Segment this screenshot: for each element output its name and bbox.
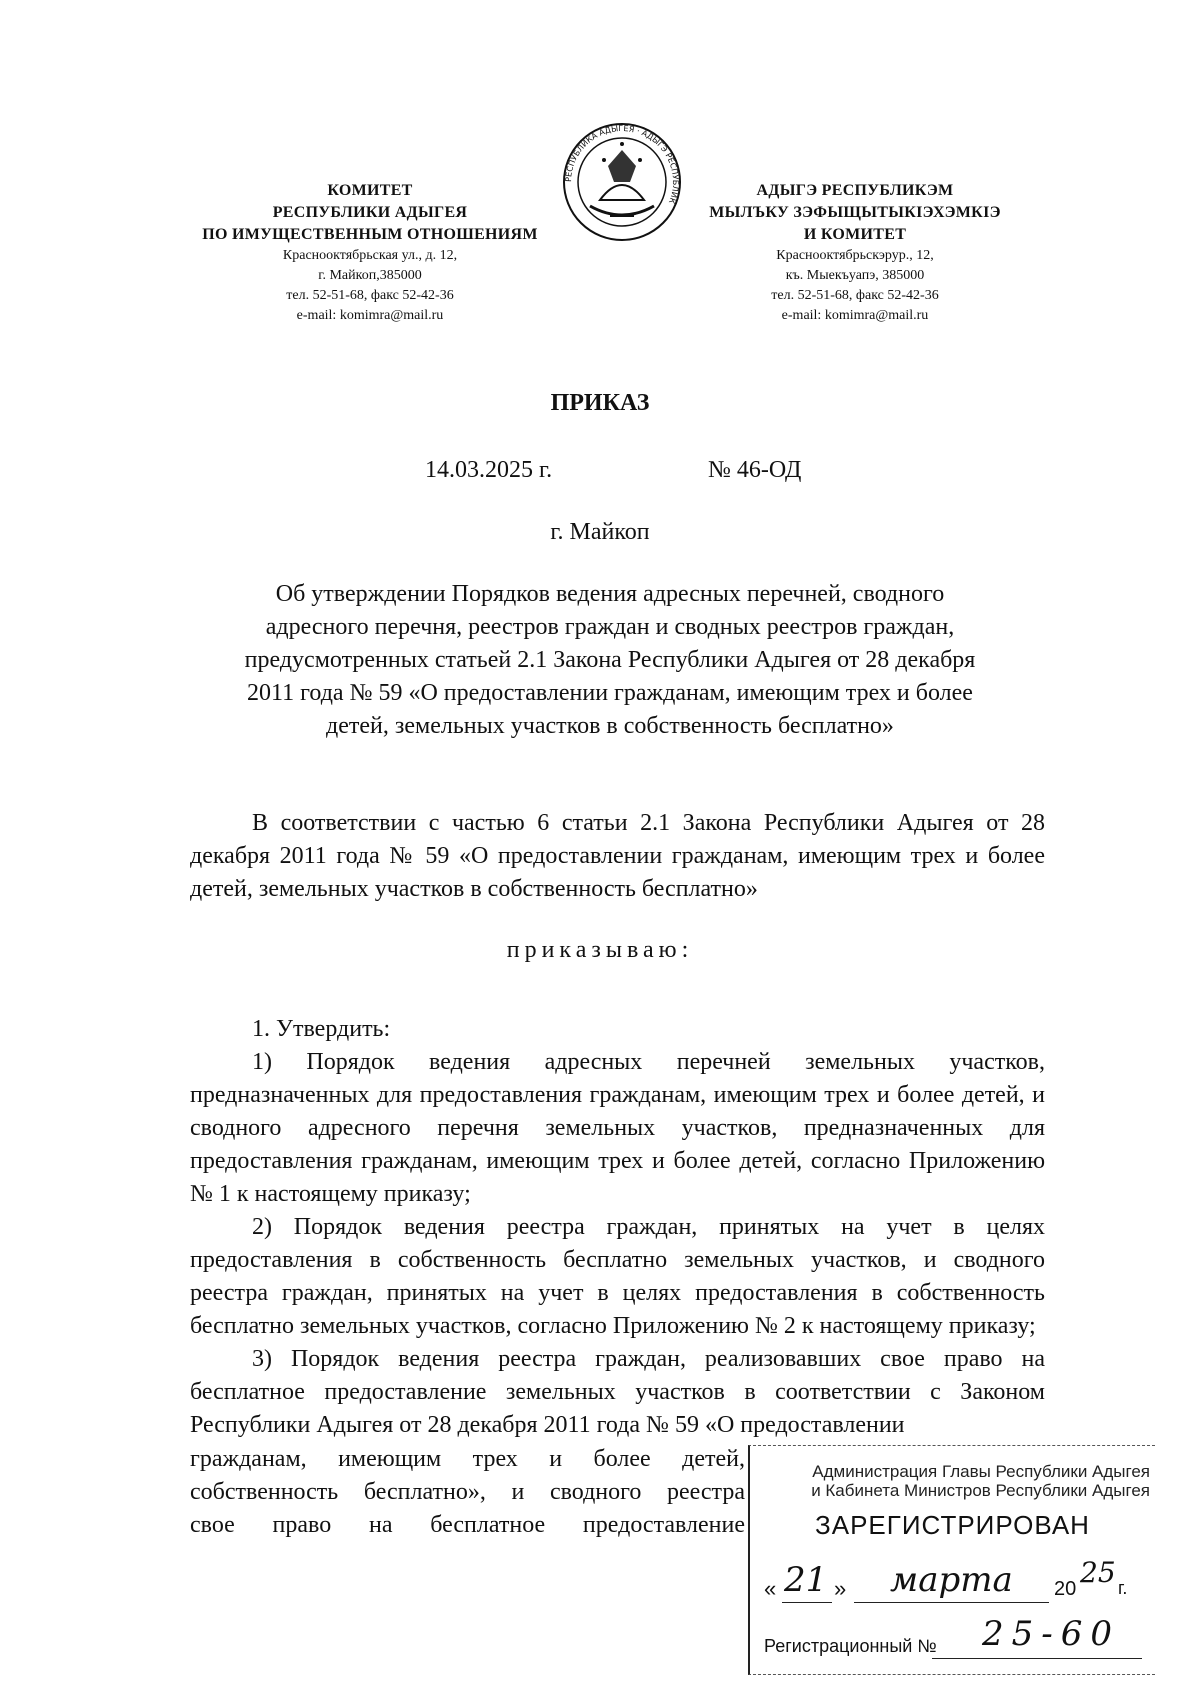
stamp-year-letter: г. [1118, 1578, 1128, 1598]
reg-underline [932, 1658, 1142, 1659]
stamp-day: 21 [784, 1560, 828, 1600]
item1-subitem-3: 3) Порядок ведения реестра граждан, реализовавших свое право на бесплатное предоставление земельных участков в соответствии с Законом Республики Адыгея от 28 декабря 2011 года № 59 «О предоставлении [190, 1346, 1045, 1438]
header-left-org-2: РЕСПУБЛИКИ АДЫГЕЯ [272, 204, 468, 221]
header-right-org-2: МЫЛЪКУ ЗЭФЫЩЫТЫКІЭХЭМКІЭ [709, 204, 1001, 221]
item-list [190, 1013, 1045, 1442]
stamp-open-quote: « [764, 1576, 777, 1601]
header-left-email: e-mail: komimra@mail.ru [296, 308, 444, 323]
stamp-org-line-2: и Кабинета Министров Республики Адыгея [811, 1481, 1150, 1500]
document-title: ПРИКАЗ [550, 390, 650, 416]
month-underline [854, 1602, 1049, 1603]
subject-line: Об утверждении Порядков ведения адресных перечней, сводного [275, 581, 945, 607]
header-right-phone: тел. 52-51-68, факс 52-42-36 [771, 288, 939, 303]
day-underline [782, 1602, 832, 1603]
header-right-org-3: И КОМИТЕТ [803, 226, 907, 243]
stamp-month: марта [890, 1560, 1013, 1600]
header-left-address: Краснооктябрьская ул., д. 12, [282, 248, 458, 263]
tail-line: собственность бесплатно», и сводного реестра [190, 1479, 745, 1505]
header-left-org-3: ПО ИМУЩЕСТВЕННЫМ ОТНОШЕНИЯМ [202, 226, 538, 243]
header-left-city: г. Майкоп,385000 [318, 268, 422, 283]
tail-line: свое право на бесплатное предоставление [190, 1512, 745, 1538]
tail-line: гражданам, имеющим трех и более детей, [190, 1446, 745, 1472]
stamp-year-suffix: 25 [1080, 1556, 1116, 1589]
stamp-year-prefix: 20 [1054, 1578, 1077, 1600]
stamp-close-quote: » [834, 1576, 847, 1601]
header-right-org-1: АДЫГЭ РЕСПУБЛИКЭМ [756, 182, 954, 199]
document-subject [190, 578, 1030, 743]
stamp-org-line-1: Администрация Главы Республики Адыгея [812, 1462, 1150, 1481]
item1-heading: 1. Утвердить: [252, 1016, 391, 1042]
emblem-ring-text: РЕСПУБЛИКА АДЫГЕЯ · АДЫГЭ РЕСПУБЛИК [563, 123, 681, 205]
header-right-email: e-mail: komimra@mail.ru [781, 308, 929, 323]
item1-subitem-2: 2) Порядок ведения реестра граждан, принятых на учет в целях предоставления в собственность бесплатно земельных участков, и сводного реестра граждан, принятых на учет в целях предоставления в собственность бесплатно земельных участков, согласно Приложению № 2 к настоящему приказу; [190, 1214, 1045, 1339]
stamp-org [760, 1462, 1150, 1500]
subject-line: предусмотренных статьей 2.1 Закона Республики Адыгея от 28 декабря [244, 647, 976, 673]
stamp-registration [762, 1614, 1152, 1662]
subject-line: 2011 года № 59 «О предоставлении гражданам, имеющим трех и более [247, 680, 973, 706]
header-left [160, 180, 580, 326]
header-left-phone: тел. 52-51-68, факс 52-42-36 [286, 288, 454, 303]
coat-of-arms-icon [560, 120, 684, 244]
registration-stamp [748, 1445, 1155, 1675]
document-city: г. Майкоп [550, 519, 650, 545]
stamp-date [762, 1556, 1152, 1616]
header-right [685, 180, 1025, 326]
item1-subitem-1: 1) Порядок ведения адресных перечней земельных участков, предназначенных для предоставления гражданам, имеющим трех и более детей, и сводного адресного перечня земельных участков, предназначенных для предоставления гражданам, имеющим трех и более детей, согласно Приложению № 1 к настоящему приказу; [190, 1049, 1045, 1207]
document-date: 14.03.2025 г. [425, 457, 553, 483]
preamble-paragraph: В соответствии с частью 6 статьи 2.1 Закона Республики Адыгея от 28 декабря 2011 года № 59 «О предоставлении гражданам, имеющим трех и более детей, земельных участков в собственность бесплатно» [190, 810, 1045, 902]
header-right-city: къ. Мыекъуапэ, 385000 [785, 268, 925, 283]
subject-line: адресного перечня, реестров граждан и сводных реестров граждан, [265, 614, 955, 640]
document-number: № 46-ОД [708, 457, 802, 483]
header-right-address: Краснооктябрьскэрур., 12, [776, 248, 934, 263]
item1-subitem-3-tail [190, 1443, 745, 1542]
header-left-org-1: КОМИТЕТ [327, 182, 413, 199]
stamp-reg-label: Регистрационный № [764, 1636, 937, 1656]
subject-line: детей, земельных участков в собственность бесплатно» [326, 713, 894, 739]
stamp-status: ЗАРЕГИСТРИРОВАН [815, 1510, 1090, 1540]
orders-word: приказываю: [506, 937, 694, 963]
stamp-reg-number: 25-60 [982, 1614, 1121, 1654]
